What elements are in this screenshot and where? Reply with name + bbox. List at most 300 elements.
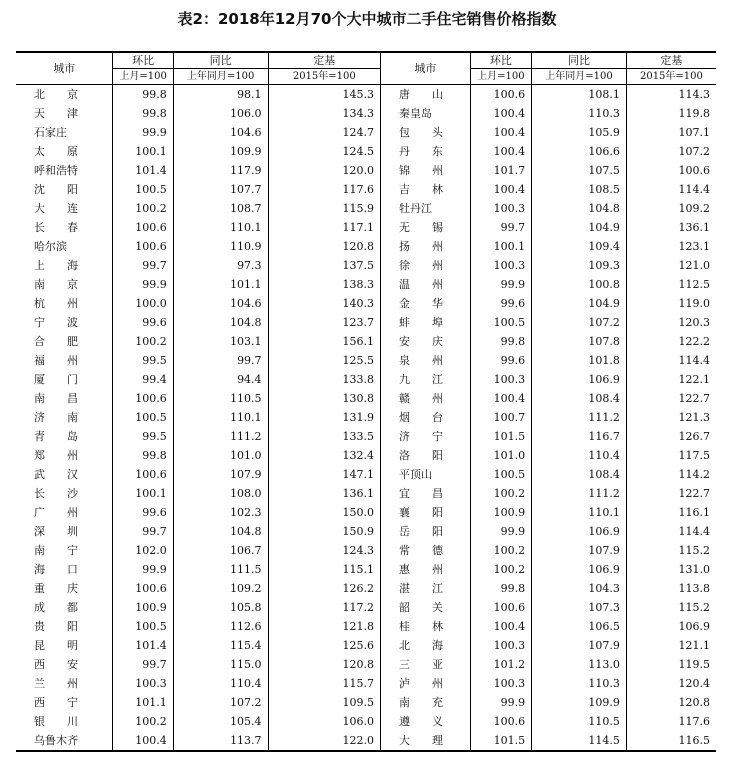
city-cell: 上 海 bbox=[34, 259, 78, 272]
city-cell: 郑 州 bbox=[34, 449, 78, 462]
base-cell: 138.3 bbox=[268, 275, 380, 294]
mom-cell: 100.3 bbox=[470, 199, 531, 218]
city-cell: 南 宁 bbox=[34, 544, 78, 557]
city-cell: 大 连 bbox=[34, 202, 78, 215]
yoy-cell: 104.6 bbox=[173, 123, 268, 142]
mom-cell: 100.6 bbox=[470, 85, 531, 105]
city-cell: 兰 州 bbox=[34, 677, 78, 690]
base-cell: 150.0 bbox=[268, 503, 380, 522]
yoy-cell: 101.1 bbox=[173, 275, 268, 294]
base-cell: 113.8 bbox=[626, 579, 716, 598]
yoy-cell: 107.2 bbox=[173, 693, 268, 712]
mom-cell: 100.9 bbox=[470, 503, 531, 522]
base-cell: 109.2 bbox=[626, 199, 716, 218]
mom-cell: 101.4 bbox=[113, 636, 173, 655]
table-row bbox=[16, 351, 716, 370]
mom-cell: 100.6 bbox=[470, 712, 531, 731]
price-index-table bbox=[16, 51, 716, 752]
mom-cell: 100.4 bbox=[470, 389, 531, 408]
yoy-cell: 104.9 bbox=[532, 218, 627, 237]
table-row bbox=[16, 313, 716, 332]
yoy-cell: 106.9 bbox=[532, 370, 627, 389]
yoy-cell: 107.2 bbox=[532, 313, 627, 332]
base-cell: 124.7 bbox=[268, 123, 380, 142]
mom-cell: 100.0 bbox=[113, 294, 173, 313]
base-cell: 114.4 bbox=[626, 522, 716, 541]
yoy-cell: 106.7 bbox=[173, 541, 268, 560]
mom-cell: 99.7 bbox=[113, 522, 173, 541]
base-cell: 114.4 bbox=[626, 351, 716, 370]
city-cell: 湛 江 bbox=[381, 579, 471, 598]
base-cell: 114.4 bbox=[626, 180, 716, 199]
base-cell: 119.5 bbox=[626, 655, 716, 674]
city-cell: 福 州 bbox=[34, 354, 78, 367]
yoy-cell: 107.8 bbox=[532, 332, 627, 351]
yoy-cell: 97.3 bbox=[173, 256, 268, 275]
yoy-cell: 107.9 bbox=[532, 636, 627, 655]
mom-cell: 101.2 bbox=[470, 655, 531, 674]
base-cell: 117.1 bbox=[268, 218, 380, 237]
header-city: 城市 bbox=[16, 52, 113, 85]
table-row bbox=[16, 161, 716, 180]
base-cell: 117.6 bbox=[626, 712, 716, 731]
city-cell: 西 安 bbox=[34, 658, 78, 671]
yoy-cell: 107.3 bbox=[532, 598, 627, 617]
base-cell: 126.2 bbox=[268, 579, 380, 598]
table-row bbox=[16, 104, 716, 123]
city-cell: 长 春 bbox=[34, 221, 78, 234]
base-cell: 121.0 bbox=[626, 256, 716, 275]
mom-cell: 100.3 bbox=[470, 636, 531, 655]
yoy-cell: 106.0 bbox=[173, 104, 268, 123]
base-cell: 125.5 bbox=[268, 351, 380, 370]
yoy-cell: 105.4 bbox=[173, 712, 268, 731]
header-yoy-sub: 上年同月=100 bbox=[532, 69, 627, 85]
yoy-cell: 112.6 bbox=[173, 617, 268, 636]
mom-cell: 99.5 bbox=[113, 351, 173, 370]
city-cell: 包 头 bbox=[381, 123, 471, 142]
yoy-cell: 110.3 bbox=[532, 674, 627, 693]
table-row bbox=[16, 503, 716, 522]
mom-cell: 100.5 bbox=[470, 313, 531, 332]
yoy-cell: 111.2 bbox=[532, 408, 627, 427]
city-cell: 金 华 bbox=[381, 294, 471, 313]
yoy-cell: 117.9 bbox=[173, 161, 268, 180]
mom-cell: 99.6 bbox=[113, 313, 173, 332]
base-cell: 100.6 bbox=[626, 161, 716, 180]
base-cell: 116.1 bbox=[626, 503, 716, 522]
yoy-cell: 109.3 bbox=[532, 256, 627, 275]
base-cell: 117.2 bbox=[268, 598, 380, 617]
table-row bbox=[16, 541, 716, 560]
city-cell: 韶 关 bbox=[381, 598, 471, 617]
base-cell: 122.7 bbox=[626, 484, 716, 503]
yoy-cell: 104.3 bbox=[532, 579, 627, 598]
city-cell: 成 都 bbox=[34, 601, 78, 614]
base-cell: 131.9 bbox=[268, 408, 380, 427]
mom-cell: 100.2 bbox=[113, 199, 173, 218]
base-cell: 121.1 bbox=[626, 636, 716, 655]
mom-cell: 100.6 bbox=[113, 218, 173, 237]
mom-cell: 100.3 bbox=[470, 256, 531, 275]
yoy-cell: 108.4 bbox=[532, 389, 627, 408]
yoy-cell: 110.1 bbox=[532, 503, 627, 522]
table-row bbox=[16, 332, 716, 351]
yoy-cell: 109.4 bbox=[532, 237, 627, 256]
city-cell: 桂 林 bbox=[381, 617, 471, 636]
base-cell: 130.8 bbox=[268, 389, 380, 408]
header-city: 城市 bbox=[381, 52, 471, 85]
yoy-cell: 94.4 bbox=[173, 370, 268, 389]
city-cell: 北 海 bbox=[381, 636, 471, 655]
city-cell: 青 岛 bbox=[34, 430, 78, 443]
city-cell: 太 原 bbox=[34, 145, 78, 158]
city-cell: 昆 明 bbox=[34, 639, 78, 652]
city-cell: 赣 州 bbox=[381, 389, 471, 408]
table-row bbox=[16, 370, 716, 389]
base-cell: 120.4 bbox=[626, 674, 716, 693]
city-cell: 济 南 bbox=[34, 411, 78, 424]
city-cell: 吉 林 bbox=[381, 180, 471, 199]
base-cell: 116.5 bbox=[626, 731, 716, 751]
mom-cell: 99.6 bbox=[113, 503, 173, 522]
mom-cell: 101.7 bbox=[470, 161, 531, 180]
yoy-cell: 110.1 bbox=[173, 408, 268, 427]
base-cell: 115.2 bbox=[626, 541, 716, 560]
mom-cell: 100.4 bbox=[470, 104, 531, 123]
mom-cell: 100.4 bbox=[113, 731, 173, 751]
table-row bbox=[16, 579, 716, 598]
yoy-cell: 106.9 bbox=[532, 522, 627, 541]
base-cell: 120.8 bbox=[268, 237, 380, 256]
mom-cell: 102.0 bbox=[113, 541, 173, 560]
base-cell: 136.1 bbox=[626, 218, 716, 237]
city-cell: 温 州 bbox=[381, 275, 471, 294]
header-base-sub: 2015年=100 bbox=[626, 69, 716, 85]
yoy-cell: 110.4 bbox=[173, 674, 268, 693]
base-cell: 122.0 bbox=[268, 731, 380, 751]
yoy-cell: 108.4 bbox=[532, 465, 627, 484]
base-cell: 136.1 bbox=[268, 484, 380, 503]
yoy-cell: 111.5 bbox=[173, 560, 268, 579]
yoy-cell: 106.9 bbox=[532, 560, 627, 579]
base-cell: 120.3 bbox=[626, 313, 716, 332]
base-cell: 117.6 bbox=[268, 180, 380, 199]
yoy-cell: 110.9 bbox=[173, 237, 268, 256]
base-cell: 122.7 bbox=[626, 389, 716, 408]
base-cell: 107.2 bbox=[626, 142, 716, 161]
city-cell: 呼和浩特 bbox=[34, 164, 78, 177]
city-cell: 济 宁 bbox=[381, 427, 471, 446]
city-cell: 重 庆 bbox=[34, 582, 78, 595]
base-cell: 122.1 bbox=[626, 370, 716, 389]
table-row bbox=[16, 142, 716, 161]
header-mom: 环比 bbox=[470, 52, 531, 69]
yoy-cell: 115.4 bbox=[173, 636, 268, 655]
mom-cell: 99.5 bbox=[113, 427, 173, 446]
city-cell: 烟 台 bbox=[381, 408, 471, 427]
base-cell: 106.9 bbox=[626, 617, 716, 636]
city-cell: 深 圳 bbox=[34, 525, 78, 538]
city-cell: 厦 门 bbox=[34, 373, 78, 386]
city-cell: 西 宁 bbox=[34, 696, 78, 709]
header-yoy: 同比 bbox=[173, 52, 268, 69]
city-cell: 扬 州 bbox=[381, 237, 471, 256]
city-cell: 无 锡 bbox=[381, 218, 471, 237]
table-row bbox=[16, 598, 716, 617]
city-cell: 广 州 bbox=[34, 506, 78, 519]
base-cell: 112.5 bbox=[626, 275, 716, 294]
yoy-cell: 104.8 bbox=[173, 522, 268, 541]
yoy-cell: 104.6 bbox=[173, 294, 268, 313]
table-row bbox=[16, 617, 716, 636]
table-row bbox=[16, 237, 716, 256]
mom-cell: 99.8 bbox=[113, 85, 173, 105]
mom-cell: 100.1 bbox=[470, 237, 531, 256]
yoy-cell: 113.7 bbox=[173, 731, 268, 751]
city-cell: 武 汉 bbox=[34, 468, 78, 481]
header-base-sub: 2015年=100 bbox=[268, 69, 380, 85]
mom-cell: 99.6 bbox=[470, 294, 531, 313]
yoy-cell: 98.1 bbox=[173, 85, 268, 105]
city-cell: 安 庆 bbox=[381, 332, 471, 351]
base-cell: 117.5 bbox=[626, 446, 716, 465]
base-cell: 156.1 bbox=[268, 332, 380, 351]
city-cell: 丹 东 bbox=[381, 142, 471, 161]
base-cell: 124.3 bbox=[268, 541, 380, 560]
base-cell: 125.6 bbox=[268, 636, 380, 655]
city-cell: 惠 州 bbox=[381, 560, 471, 579]
mom-cell: 99.9 bbox=[113, 275, 173, 294]
yoy-cell: 109.9 bbox=[532, 693, 627, 712]
mom-cell: 99.9 bbox=[470, 693, 531, 712]
table-row bbox=[16, 522, 716, 541]
yoy-cell: 110.4 bbox=[532, 446, 627, 465]
mom-cell: 100.6 bbox=[470, 598, 531, 617]
mom-cell: 100.1 bbox=[113, 484, 173, 503]
yoy-cell: 107.5 bbox=[532, 161, 627, 180]
yoy-cell: 104.8 bbox=[532, 199, 627, 218]
mom-cell: 99.9 bbox=[470, 522, 531, 541]
mom-cell: 101.5 bbox=[470, 731, 531, 751]
mom-cell: 99.8 bbox=[470, 579, 531, 598]
header-mom: 环比 bbox=[113, 52, 173, 69]
yoy-cell: 104.8 bbox=[173, 313, 268, 332]
mom-cell: 101.5 bbox=[470, 427, 531, 446]
mom-cell: 100.5 bbox=[113, 617, 173, 636]
city-cell: 宜 昌 bbox=[381, 484, 471, 503]
base-cell: 131.0 bbox=[626, 560, 716, 579]
table-row bbox=[16, 655, 716, 674]
table-row bbox=[16, 484, 716, 503]
base-cell: 124.5 bbox=[268, 142, 380, 161]
base-cell: 132.4 bbox=[268, 446, 380, 465]
mom-cell: 100.6 bbox=[113, 465, 173, 484]
city-cell: 南 充 bbox=[381, 693, 471, 712]
table-row bbox=[16, 199, 716, 218]
city-cell: 海 口 bbox=[34, 563, 78, 576]
table-row bbox=[16, 180, 716, 199]
base-cell: 106.0 bbox=[268, 712, 380, 731]
mom-cell: 99.7 bbox=[470, 218, 531, 237]
yoy-cell: 110.5 bbox=[173, 389, 268, 408]
base-cell: 120.8 bbox=[268, 655, 380, 674]
city-cell: 银 川 bbox=[34, 715, 78, 728]
mom-cell: 99.8 bbox=[113, 104, 173, 123]
header-yoy-sub: 上年同月=100 bbox=[173, 69, 268, 85]
table-row bbox=[16, 560, 716, 579]
base-cell: 114.2 bbox=[626, 465, 716, 484]
table-row bbox=[16, 636, 716, 655]
mom-cell: 100.5 bbox=[470, 465, 531, 484]
city-cell: 北 京 bbox=[34, 88, 78, 101]
table-row bbox=[16, 408, 716, 427]
base-cell: 134.3 bbox=[268, 104, 380, 123]
mom-cell: 100.4 bbox=[470, 123, 531, 142]
base-cell: 122.2 bbox=[626, 332, 716, 351]
table-row bbox=[16, 446, 716, 465]
mom-cell: 99.9 bbox=[113, 560, 173, 579]
table-title: 表2：2018年12月70个大中城市二手住宅销售价格指数 bbox=[177, 10, 557, 28]
mom-cell: 100.4 bbox=[470, 180, 531, 199]
yoy-cell: 107.9 bbox=[532, 541, 627, 560]
table-row bbox=[16, 712, 716, 731]
table-row bbox=[16, 256, 716, 275]
base-cell: 120.0 bbox=[268, 161, 380, 180]
city-cell: 平顶山 bbox=[381, 465, 471, 484]
base-cell: 107.1 bbox=[626, 123, 716, 142]
table-row bbox=[16, 389, 716, 408]
mom-cell: 101.0 bbox=[470, 446, 531, 465]
mom-cell: 100.2 bbox=[113, 712, 173, 731]
header-mom-sub: 上月=100 bbox=[113, 69, 173, 85]
city-cell: 贵 阳 bbox=[34, 620, 78, 633]
city-cell: 大 理 bbox=[381, 731, 471, 751]
mom-cell: 99.4 bbox=[113, 370, 173, 389]
city-cell: 合 肥 bbox=[34, 335, 78, 348]
table-body bbox=[16, 85, 716, 752]
table-row bbox=[16, 275, 716, 294]
yoy-cell: 102.3 bbox=[173, 503, 268, 522]
city-cell: 乌鲁木齐 bbox=[16, 731, 113, 751]
mom-cell: 100.4 bbox=[470, 142, 531, 161]
city-cell: 南 昌 bbox=[34, 392, 78, 405]
yoy-cell: 108.1 bbox=[532, 85, 627, 105]
base-cell: 140.3 bbox=[268, 294, 380, 313]
mom-cell: 101.4 bbox=[113, 161, 173, 180]
table-row bbox=[16, 693, 716, 712]
header-base: 定基 bbox=[268, 52, 380, 69]
yoy-cell: 101.0 bbox=[173, 446, 268, 465]
yoy-cell: 106.6 bbox=[532, 142, 627, 161]
yoy-cell: 109.9 bbox=[173, 142, 268, 161]
mom-cell: 100.6 bbox=[113, 237, 173, 256]
mom-cell: 101.1 bbox=[113, 693, 173, 712]
table-row bbox=[16, 123, 716, 142]
mom-cell: 100.9 bbox=[113, 598, 173, 617]
mom-cell: 99.7 bbox=[113, 256, 173, 275]
mom-cell: 100.2 bbox=[470, 484, 531, 503]
yoy-cell: 107.7 bbox=[173, 180, 268, 199]
city-cell: 哈尔滨 bbox=[34, 240, 67, 253]
yoy-cell: 99.7 bbox=[173, 351, 268, 370]
city-cell: 沈 阳 bbox=[34, 183, 78, 196]
yoy-cell: 111.2 bbox=[532, 484, 627, 503]
base-cell: 126.7 bbox=[626, 427, 716, 446]
base-cell: 119.8 bbox=[626, 104, 716, 123]
mom-cell: 100.2 bbox=[113, 332, 173, 351]
table-row bbox=[16, 674, 716, 693]
base-cell: 123.7 bbox=[268, 313, 380, 332]
mom-cell: 100.6 bbox=[113, 579, 173, 598]
city-cell: 襄 阳 bbox=[381, 503, 471, 522]
base-cell: 115.9 bbox=[268, 199, 380, 218]
base-cell: 137.5 bbox=[268, 256, 380, 275]
city-cell: 锦 州 bbox=[381, 161, 471, 180]
mom-cell: 100.3 bbox=[113, 674, 173, 693]
base-cell: 133.8 bbox=[268, 370, 380, 389]
mom-cell: 100.1 bbox=[113, 142, 173, 161]
yoy-cell: 110.5 bbox=[532, 712, 627, 731]
base-cell: 150.9 bbox=[268, 522, 380, 541]
mom-cell: 100.3 bbox=[470, 674, 531, 693]
base-cell: 114.3 bbox=[626, 85, 716, 105]
mom-cell: 100.6 bbox=[113, 389, 173, 408]
base-cell: 109.5 bbox=[268, 693, 380, 712]
city-cell: 三 亚 bbox=[381, 655, 471, 674]
yoy-cell: 108.7 bbox=[173, 199, 268, 218]
yoy-cell: 101.8 bbox=[532, 351, 627, 370]
header-base: 定基 bbox=[626, 52, 716, 69]
table-row bbox=[16, 731, 716, 751]
city-cell: 天 津 bbox=[34, 107, 78, 120]
city-cell: 牡丹江 bbox=[381, 199, 471, 218]
yoy-cell: 105.9 bbox=[532, 123, 627, 142]
base-cell: 121.3 bbox=[626, 408, 716, 427]
yoy-cell: 108.5 bbox=[532, 180, 627, 199]
city-cell: 杭 州 bbox=[34, 297, 78, 310]
city-cell: 洛 阳 bbox=[381, 446, 471, 465]
yoy-cell: 116.7 bbox=[532, 427, 627, 446]
base-cell: 115.2 bbox=[626, 598, 716, 617]
mom-cell: 99.8 bbox=[470, 332, 531, 351]
yoy-cell: 106.5 bbox=[532, 617, 627, 636]
mom-cell: 99.8 bbox=[113, 446, 173, 465]
header-yoy: 同比 bbox=[532, 52, 627, 69]
city-cell: 岳 阳 bbox=[381, 522, 471, 541]
mom-cell: 100.2 bbox=[470, 560, 531, 579]
yoy-cell: 107.9 bbox=[173, 465, 268, 484]
city-cell: 遵 义 bbox=[381, 712, 471, 731]
yoy-cell: 105.8 bbox=[173, 598, 268, 617]
city-cell: 宁 波 bbox=[34, 316, 78, 329]
mom-cell: 100.5 bbox=[113, 408, 173, 427]
table-row bbox=[16, 85, 716, 105]
table-row bbox=[16, 294, 716, 313]
base-cell: 147.1 bbox=[268, 465, 380, 484]
mom-cell: 100.2 bbox=[470, 541, 531, 560]
base-cell: 133.5 bbox=[268, 427, 380, 446]
mom-cell: 99.7 bbox=[113, 655, 173, 674]
base-cell: 123.1 bbox=[626, 237, 716, 256]
base-cell: 145.3 bbox=[268, 85, 380, 105]
city-cell: 徐 州 bbox=[381, 256, 471, 275]
mom-cell: 99.9 bbox=[113, 123, 173, 142]
yoy-cell: 108.0 bbox=[173, 484, 268, 503]
table-row bbox=[16, 427, 716, 446]
yoy-cell: 115.0 bbox=[173, 655, 268, 674]
base-cell: 115.1 bbox=[268, 560, 380, 579]
